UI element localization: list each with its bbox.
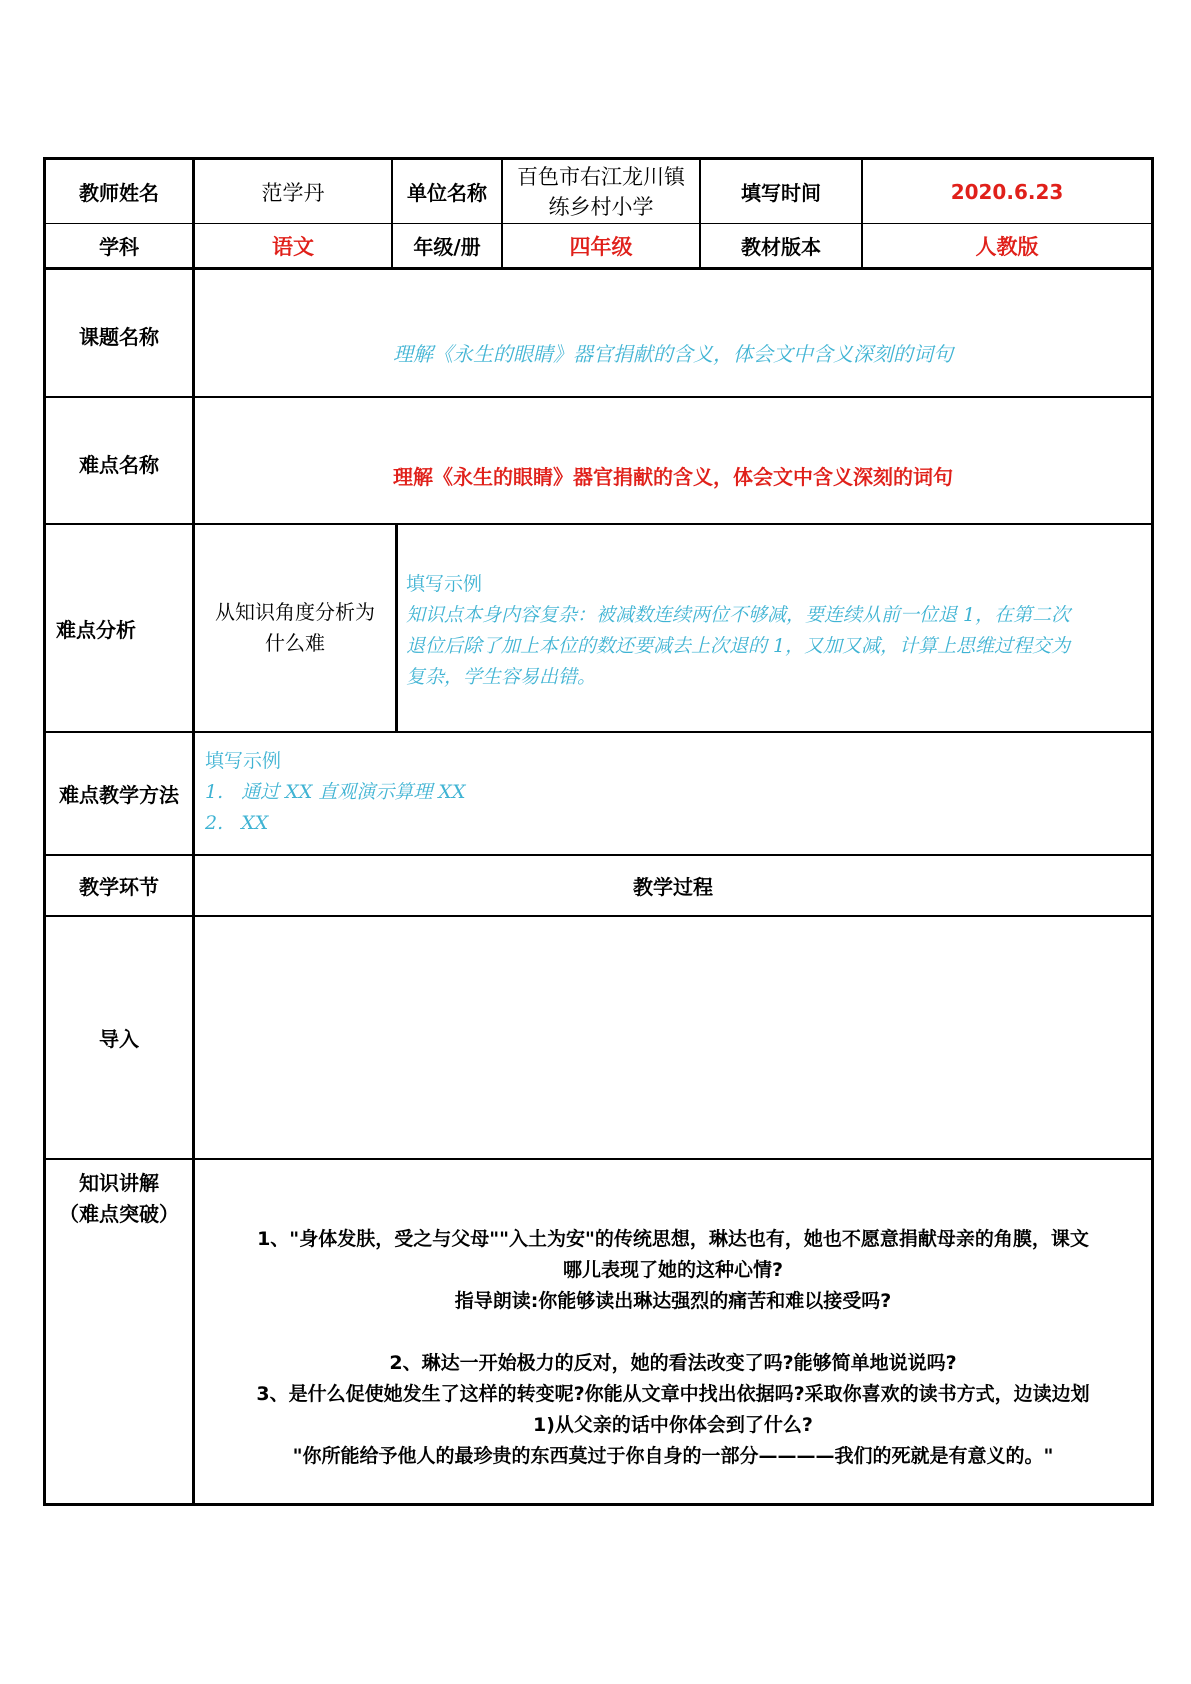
knowledge-line-6: 3、是什么促使她发生了这样的转变呢?你能从文章中找出依据吗?采取你喜欢的读书方式，边读边划 <box>256 1383 1090 1405</box>
method-item-2: 2. XX <box>205 812 269 834</box>
unit-name-label: 单位名称 <box>407 181 487 205</box>
analysis-example <box>406 525 1150 731</box>
teacher-name-value: 范学丹 <box>261 180 325 205</box>
topic-label: 课题名称 <box>79 325 159 349</box>
intro-label: 导入 <box>99 1027 139 1051</box>
difficulty-value: 理解《永生的眼睛》器官捐献的含义，体会文中含义深刻的词句 <box>393 465 953 489</box>
analysis-inner-divider <box>395 523 398 731</box>
grade-label: 年级/册 <box>413 235 481 259</box>
stage-header-label: 教学环节 <box>79 875 159 899</box>
difficulty-label: 难点名称 <box>79 453 159 477</box>
method-example <box>205 733 1145 854</box>
grade-value: 四年级 <box>569 234 633 259</box>
knowledge-label-line-1: 知识讲解 <box>79 1171 159 1195</box>
analysis-label: 难点分析 <box>56 617 136 642</box>
subject-label: 学科 <box>99 235 139 259</box>
edition-value: 人教版 <box>975 234 1039 259</box>
intro-content <box>195 917 1151 1158</box>
edition-label: 教材版本 <box>741 235 821 259</box>
analysis-example-title: 填写示例 <box>406 573 483 595</box>
analysis-sub-label <box>195 525 395 731</box>
knowledge-line-5: 2、琳达一开始极力的反对，她的看法改变了吗?能够简单地说说吗? <box>389 1352 957 1374</box>
table-border-right <box>1151 157 1154 1506</box>
method-example-title: 填写示例 <box>205 750 282 772</box>
unit-name-line-2: 练乡村小学 <box>548 194 654 219</box>
table-border-bottom <box>43 1503 1154 1506</box>
date-value: 2020.6.23 <box>950 179 1064 204</box>
knowledge-line-1: 1、"身体发肤，受之与父母""入土为安"的传统思想，琳达也有，她也不愿意捐献母亲的角膜，课文 <box>257 1228 1089 1250</box>
analysis-sub-label-line-2: 什么难 <box>265 631 325 655</box>
knowledge-label <box>46 1160 192 1230</box>
knowledge-line-2: 哪儿表现了她的这种心情? <box>562 1259 784 1281</box>
knowledge-line-3: 指导朗读:你能够读出琳达强烈的痛苦和难以接受吗? <box>454 1290 892 1312</box>
analysis-example-line-3: 复杂，学生容易出错。 <box>406 666 597 688</box>
teacher-name-label: 教师姓名 <box>79 181 159 205</box>
date-label: 填写时间 <box>741 181 821 205</box>
knowledge-content <box>195 1160 1151 1503</box>
knowledge-label-line-2: （难点突破） <box>59 1202 179 1226</box>
analysis-example-line-2: 退位后除了加上本位的数还要减去上次退的 1，又加又减，计算上思维过程交为 <box>406 635 1071 657</box>
knowledge-line-8: "你所能给予他人的最珍贵的东西莫过于你自身的一部分————我们的死就是有意义的。" <box>292 1445 1054 1467</box>
subject-value: 语文 <box>272 234 314 259</box>
knowledge-line-7: 1)从父亲的话中你体会到了什么? <box>533 1414 813 1436</box>
topic-value: 理解《永生的眼睛》器官捐献的含义，体会文中含义深刻的词句 <box>393 341 953 366</box>
analysis-sub-label-line-1: 从知识角度分析为 <box>215 600 375 624</box>
method-label: 难点教学方法 <box>59 783 179 807</box>
unit-name-line-1: 百色市右江龙川镇 <box>517 164 685 189</box>
analysis-example-line-1: 知识点本身内容复杂：被减数连续两位不够减，要连续从前一位退 1，在第二次 <box>406 604 1071 626</box>
method-item-1: 1. 通过 XX 直观演示算理 XX <box>205 781 466 803</box>
unit-name-value <box>503 160 699 223</box>
process-header-label: 教学过程 <box>633 875 713 899</box>
